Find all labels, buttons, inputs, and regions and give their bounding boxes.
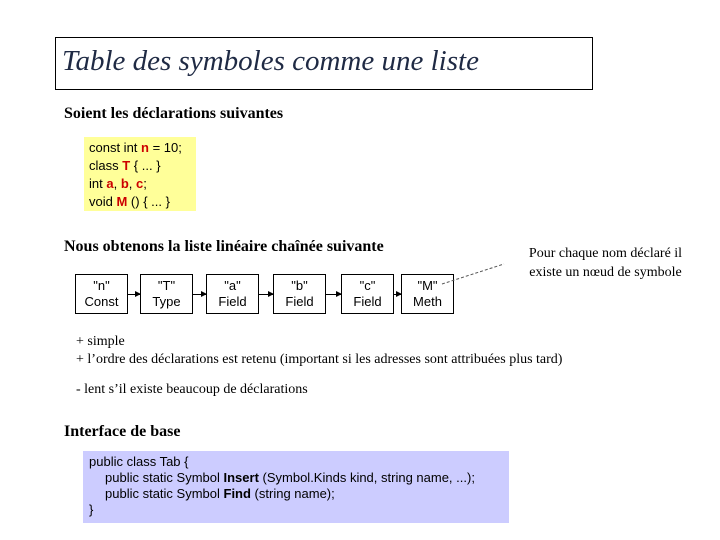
declarations-code-box (84, 137, 196, 211)
node-note (503, 244, 708, 282)
code-line-const: const int n = 10; (89, 140, 182, 155)
list-node-m: "M" Meth (401, 274, 454, 314)
declarations-heading: Soient les déclarations suivantes (64, 105, 284, 122)
list-node-n: "n" Const (75, 274, 128, 314)
interface-code-box (83, 451, 509, 523)
list-arrow (128, 294, 140, 295)
advantage-order: + l’ordre des déclarations est retenu (important si les adresses sont attribuées plus tard) (76, 352, 563, 367)
list-arrow (326, 294, 341, 295)
node-note-line: Pour chaque nom déclaré il (528, 246, 683, 261)
list-node-b: "b" Field (273, 274, 326, 314)
drawback-slow: - lent s’il existe beaucoup de déclarations (76, 382, 308, 397)
list-node-t: "T" Type (140, 274, 193, 314)
interface-code-line: public class Tab { (89, 454, 189, 469)
interface-code-line: } (89, 502, 94, 517)
code-line-int: int a, b, c; (89, 176, 147, 191)
linked-list-heading: Nous obtenons la liste linéaire chaînée suivante (64, 238, 384, 255)
code-line-class: class T { ... } (89, 158, 161, 173)
code-line-void: void M () { ... } (89, 194, 170, 209)
title-box (55, 37, 593, 90)
node-note-line: existe un nœud de symbole (529, 265, 682, 280)
list-node-a: "a" Field (206, 274, 259, 314)
slide-title: Table des symboles comme une liste (62, 45, 479, 77)
interface-code-line: public static Symbol Find (string name); (105, 486, 335, 501)
interface-heading: Interface de base (64, 423, 181, 440)
advantage-simple: + simple (76, 334, 125, 349)
interface-code-line: public static Symbol Insert (Symbol.Kinds kind, string name, ...); (105, 470, 475, 485)
callout-dashed-line (440, 262, 506, 286)
list-arrow (193, 294, 206, 295)
list-arrow (394, 294, 401, 295)
list-node-c: "c" Field (341, 274, 394, 314)
list-arrow (259, 294, 273, 295)
